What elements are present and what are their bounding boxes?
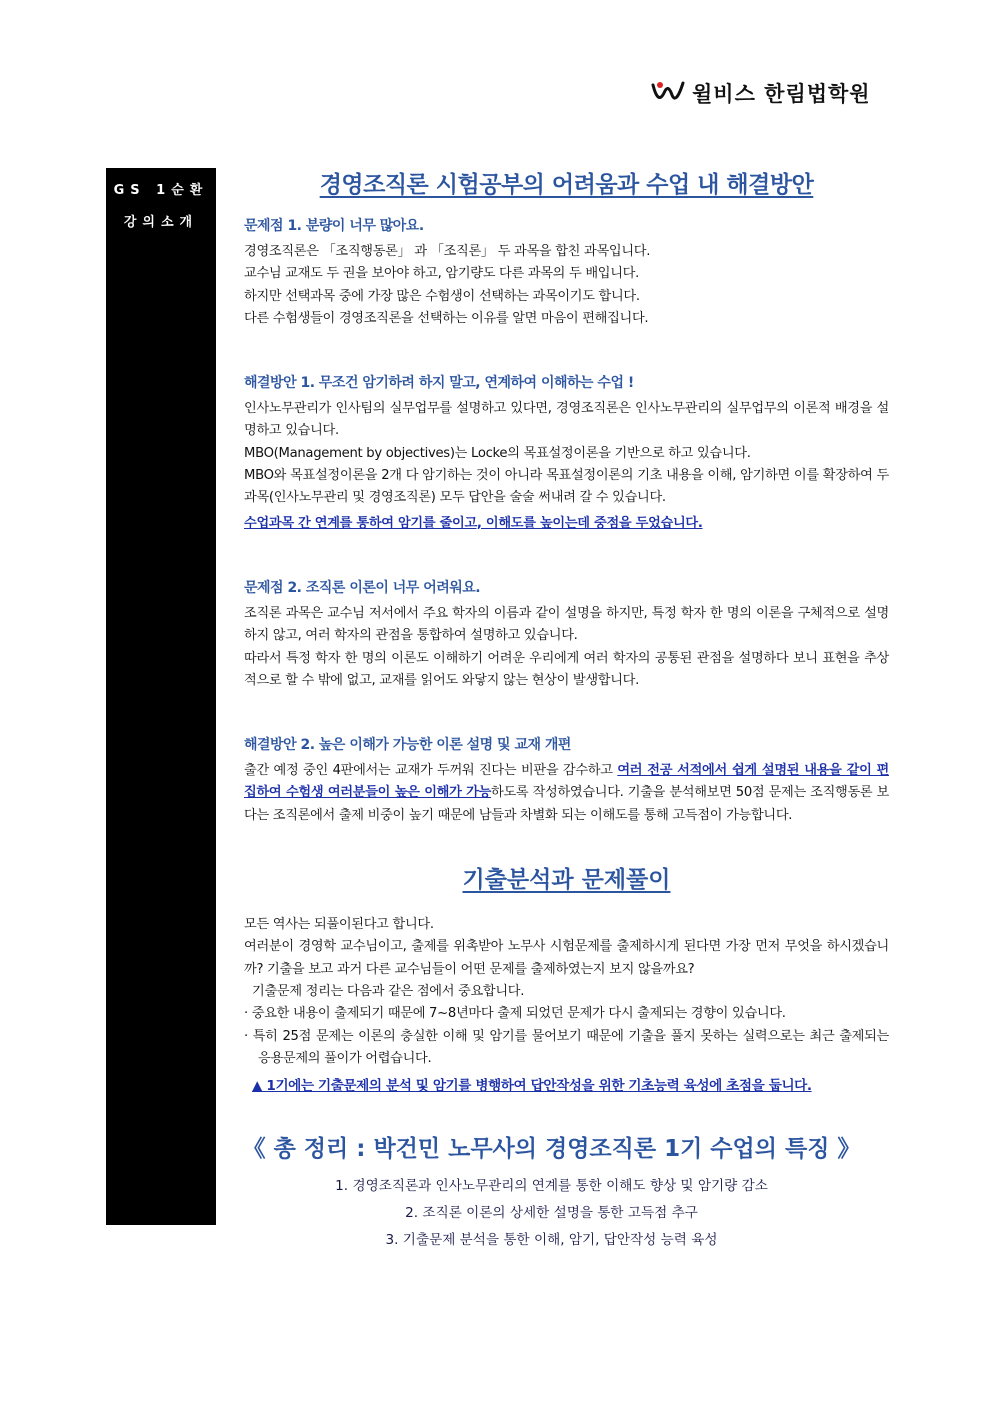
problem1-line: 경영조직론은 「조직행동론」 과 「조직론」 두 과목을 합친 과목입니다. [244, 244, 651, 259]
solution1-emphasis: 수업과목 간 연계를 통하여 암기를 줄이고, 이해도를 높이는데 중점을 두었습니다. [244, 515, 703, 531]
section2-paragraph: 모든 역사는 되풀이된다고 합니다. [244, 917, 434, 933]
solution1-paragraph: 인사노무관리가 인사팀의 실무업무를 설명하고 있다면, 경영조직론은 인사노무관리의 실무업무의 이론적 배경을 설명하고 있습니다. [244, 401, 889, 439]
solution2-heading: 해결방안 2. 높은 이해가 가능한 이론 설명 및 교재 개편 [244, 737, 571, 754]
problem2-paragraph: 따라서 특정 학자 한 명의 이론도 이해하기 어려운 우리에게 여러 학자의 공통된 관점을 설명하다 보니 표현을 추상적으로 할 수 밖에 없고, 교재를 읽어도 와닿지 않는 현상이 발생합니다. [244, 650, 889, 688]
solution2-paragraph [244, 760, 889, 827]
section2-paragraph: 여러분이 경영학 교수님이고, 출제를 위촉받아 노무사 시험문제를 출제하시게 된다면 가장 먼저 무엇을 하시겠습니까? 기출을 보고 과거 다른 교수님들이 어떤 문제를 출제하였는지 보지 않을까요? [244, 939, 889, 977]
logo-mark-icon [650, 79, 686, 107]
summary-item: 3. 기출문제 분석을 통한 이해, 암기, 답안작성 능력 육성 [385, 1232, 718, 1249]
solution1-paragraph: MBO(Management by objectives)는 Locke의 목표설정이론을 기반으로 하고 있습니다. [244, 445, 751, 461]
problem1-heading: 문제점 1. 분량이 너무 많아요. [244, 218, 424, 234]
sidebar [106, 168, 216, 1225]
solution2-text: 하도록 작성하였습니다. 기출을 분석해보면 50점 문제는 조직행동론 보다는 조직론에서 출제 비중이 높기 때문에 남들과 차별화 되는 이해도를 통해 고득점이 가능합니다. [244, 785, 889, 823]
summary-item: 2. 조직론 이론의 상세한 설명을 통한 고득점 추구 [405, 1205, 698, 1222]
problem1-line: 교수님 교재도 두 권을 보아야 하고, 암기량도 다른 과목의 두 배입니다. [244, 266, 639, 282]
section-title-exam-analysis: 기출분석과 문제풀이 [462, 867, 671, 894]
solution2-emphasis: 여러 전공 서적에서 쉽게 설명된 내용을 같이 편집하여 수험생 여러분들이 높은 이해가 가능 [244, 763, 889, 801]
section2-highlight: ▲ 1기에는 기출문제의 분석 및 암기를 병행하여 답안작성을 위한 기초능력 육성에 초점을 둡니다. [252, 1078, 812, 1095]
section2-paragraph: 기출문제 정리는 다음과 같은 점에서 중요합니다. [252, 983, 525, 999]
page-title: 경영조직론 시험공부의 어려움과 수업 내 해결방안 [319, 172, 814, 198]
sidebar-label-intro: 강의소개 [123, 215, 199, 230]
summary-item: 1. 경영조직론과 인사노무관리의 연계를 통한 이해도 향상 및 암기량 감소 [335, 1178, 768, 1195]
summary-title: 《 총 정리 : 박건민 노무사의 경영조직론 1기 수업의 특징 》 [242, 1136, 861, 1163]
sidebar-label-course: GS 1순환 [113, 183, 209, 198]
academy-logo [650, 78, 871, 108]
problem1-line: 다른 수험생들이 경영조직론을 선택하는 이유를 알면 마음이 편해집니다. [244, 310, 649, 326]
solution1-paragraph: MBO와 목표설정이론을 2개 다 암기하는 것이 아니라 목표설정이론의 기초 내용을 이해, 암기하면 이를 확장하여 두 과목(인사노무관리 및 경영조직론) 모두 답안을 술술 써내려 갈 수 있습니다. [244, 468, 889, 506]
solution2-text: 출간 예정 중인 4판에서는 교재가 두꺼워 진다는 비판을 감수하고 [244, 763, 618, 779]
problem1-line: 하지만 선택과목 중에 가장 많은 수험생이 선택하는 과목이기도 합니다. [244, 288, 640, 304]
problem2-heading: 문제점 2. 조직론 이론이 너무 어려워요. [244, 579, 481, 596]
main-content [244, 160, 889, 1254]
solution1-heading: 해결방안 1. 무조건 암기하려 하지 말고, 연계하여 이해하는 수업 ! [244, 375, 634, 392]
section2-bullet: · 특히 25점 문제는 이론의 충실한 이해 및 암기를 물어보기 때문에 기출을 풀지 못하는 실력으로는 최근 출제되는 응용문제의 풀이가 어렵습니다. [244, 1028, 889, 1066]
logo-text: 윌비스 한림법학원 [692, 82, 871, 106]
problem2-paragraph: 조직론 과목은 교수님 저서에서 주요 학자의 이름과 같이 설명을 하지만, 특정 학자 한 명의 이론을 구체적으로 설명하지 않고, 여러 학자의 관점을 통합하여 설명하고 있습니다. [244, 605, 889, 644]
section2-bullet: · 중요한 내용이 출제되기 때문에 7~8년마다 출제 되었던 문제가 다시 출제되는 경향이 있습니다. [244, 1006, 786, 1022]
